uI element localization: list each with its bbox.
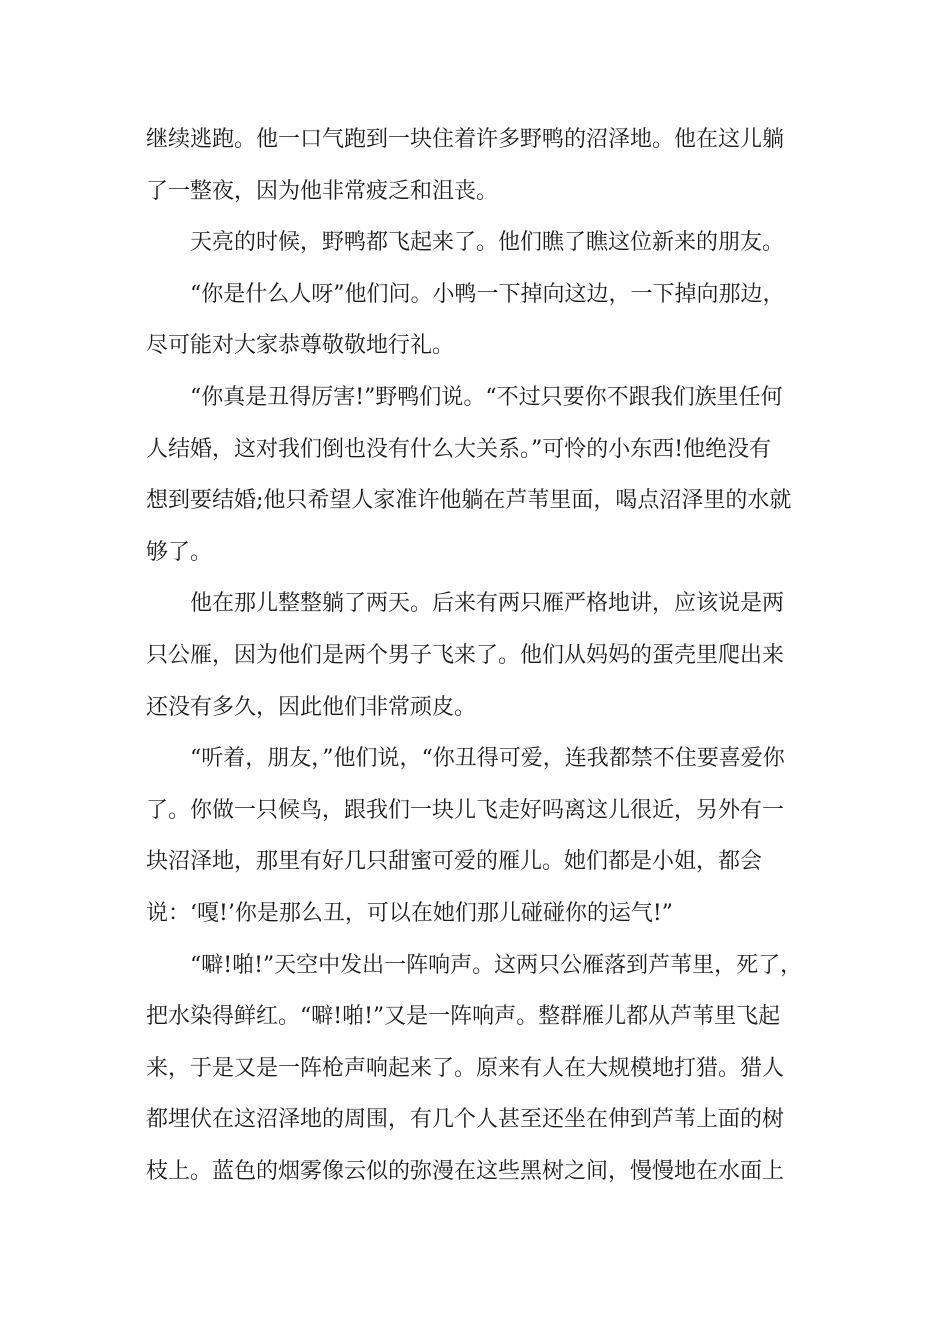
text-line: 都埋伏在这沼泽地的周围，有几个人甚至还坐在伸到芦苇上面的树 [146,1107,785,1133]
text-line: 块沼泽地，那里有好几只甜蜜可爱的雁儿。她们都是小姐，都会 [146,849,763,875]
text-line: 想到要结婚;他只希望人家准许他躺在芦苇里面，喝点沼泽里的水就 [146,488,792,514]
text-line: 来，于是又是一阵枪声响起来了。原来有人在大规模地打猎。猎人 [146,1055,785,1081]
text-line: 了。你做一只候鸟，跟我们一块儿飞走好吗离这儿很近，另外有一 [146,797,785,823]
text-line: 只公雁，因为他们是两个男子飞来了。他们从妈妈的蛋壳里爬出来 [146,642,785,668]
text-line: 尽可能对大家恭尊敬敬地行礼。 [146,333,455,359]
text-line: 够了。 [146,539,213,565]
text-line: 了一整夜，因为他非常疲乏和沮丧。 [146,178,499,204]
text-line: “你是什么人呀”他们问。小鸭一下掉向这边，一下掉向那边， [190,281,785,307]
text-line: “噼!啪!”天空中发出一阵响声。这两只公雁落到芦苇里，死了， [190,952,803,978]
body-text [146,114,806,1197]
text-line: 他在那儿整整躺了两天。后来有两只雁严格地讲，应该说是两 [190,591,785,617]
text-line: “听着，朋友，”他们说，“你丑得可爱，连我都禁不住要喜爱你 [190,746,785,772]
text-line: 把水染得鲜红。“噼!啪!”又是一阵响声。整群雁儿都从芦苇里飞起 [146,1004,781,1030]
text-line: “你真是丑得厉害!”野鸭们说。“不过只要你不跟我们族里任何 [190,384,783,410]
text-line: 人结婚，这对我们倒也没有什么大关系。”可怜的小东西!他绝没有 [146,436,772,462]
text-line: 枝上。蓝色的烟雾像云似的弥漫在这些黑树之间，慢慢地在水面上 [146,1158,785,1184]
text-line: 还没有多久，因此他们非常顽皮。 [146,694,477,720]
text-line: 天亮的时候，野鸭都飞起来了。他们瞧了瞧这位新来的朋友。 [190,230,785,256]
text-line: 继续逃跑。他一口气跑到一块住着许多野鸭的沼泽地。他在这儿躺 [146,127,785,152]
text-line: 说：‘嘎!’你是那么丑，可以在她们那儿碰碰你的运气!” [146,900,673,926]
